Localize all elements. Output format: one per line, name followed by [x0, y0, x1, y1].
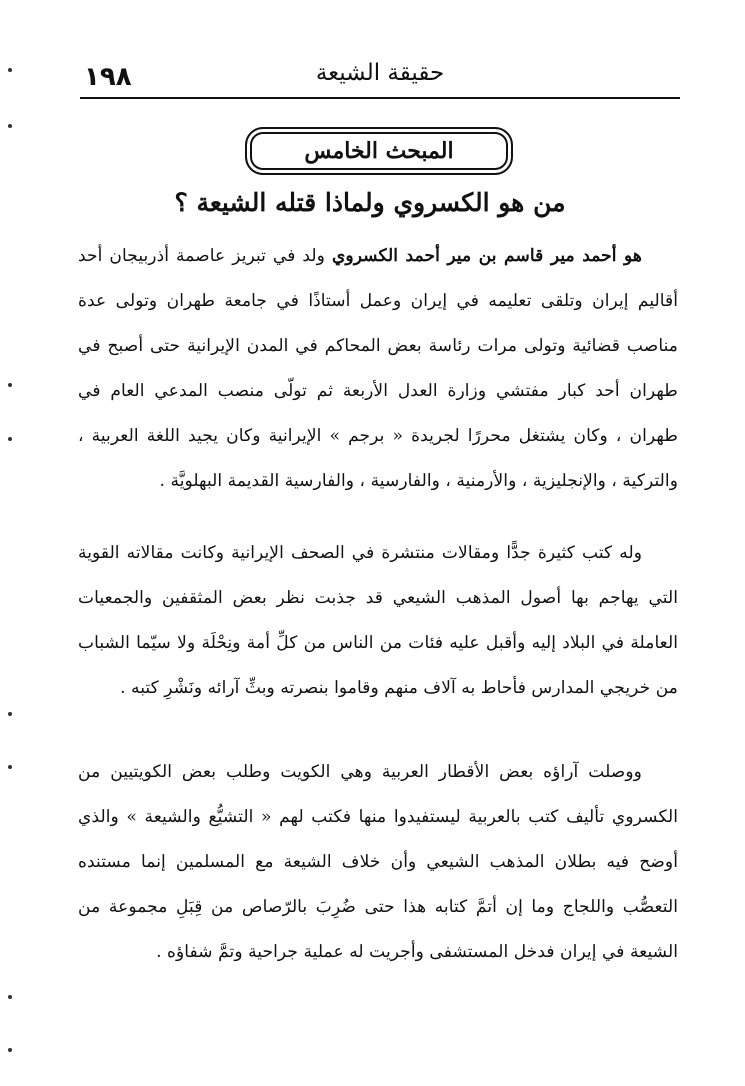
section-label-box	[245, 127, 513, 175]
paragraph-3	[78, 750, 678, 975]
running-header-title: حقيقة الشيعة	[315, 60, 445, 86]
chapter-title: من هو الكسروي ولماذا قتله الشيعة ؟	[174, 188, 566, 217]
paragraph-2-text: وله كتب كثيرة جدًّا ومقالات منتشرة في الصحف الإيرانية وكانت مقالاته القوية التي يهاجم بها أصول المذهب الشيعي قد جذبت نظر بعض المثقفين والجمعيات العاملة في البلاد إليه وأقبل عليه فئات من الناس من كلِّ أمة ونِحْلَة ولا سيّما الشباب من خريجي المدارس فأحاط به آلاف منهم وقاموا بنصرته وبثِّ آرائه ونَشْرِ كتبه .	[78, 543, 678, 698]
margin-dot	[8, 995, 12, 999]
section-label: المبحث الخامس	[304, 138, 454, 164]
paragraph-1	[78, 234, 678, 504]
margin-dot	[8, 1048, 12, 1052]
paragraph-3-text: ووصلت آراؤه بعض الأقطار العربية وهي الكويت وطلب بعض الكويتيين من الكسروي تأليف كتب بالعربية ليستفيدوا منها فكتب لهم « التشيُّع والشيعة » والذي أوضح فيه بطلان المذهب الشيعي وأن خلاف الشيعة مع المسلمين إنما مستنده التعصُّب واللجاج وما إن أتمَّ كتابه هذا حتى ضُرِبَ بالرّصاص من قِبَلِ مجموعة من الشيعة في إيران فدخل المستشفى وأجريت له عملية جراحية وتمَّ شفاؤه .	[78, 762, 678, 962]
header-rule	[80, 97, 680, 99]
margin-dot	[8, 68, 12, 72]
page-number: ١٩٨	[84, 62, 132, 92]
margin-dot	[8, 765, 12, 769]
margin-dot	[8, 124, 12, 128]
margin-dot	[8, 437, 12, 441]
margin-dot	[8, 712, 12, 716]
paragraph-2	[78, 531, 678, 711]
paragraph-1-text	[78, 234, 678, 504]
margin-dot	[8, 383, 12, 387]
paragraph-1-body: ولد في تبريز عاصمة أذربيجان أحد أقاليم إيران وتلقى تعليمه في إيران وعمل أستاذًا في جامعة طهران وتولى عدة مناصب قضائية وتولى مرات رئاسة بعض المحاكم في المدن الإيرانية حتى أصبح في طهران أحد كبار مفتشي وزارة العدل الأربعة ثم تولّى منصب المدعي العام في طهران ، وكان يشتغل محررًا لجريدة « برجم » الإيرانية وكان يجيد اللغة العربية ، والتركية ، والإنجليزية ، والأرمنية ، والفارسية ، والفارسية القديمة البهلويَّة .	[78, 246, 678, 491]
paragraph-1-lead: هو أحمد مير قاسم بن مير أحمد الكسروي	[331, 246, 642, 266]
